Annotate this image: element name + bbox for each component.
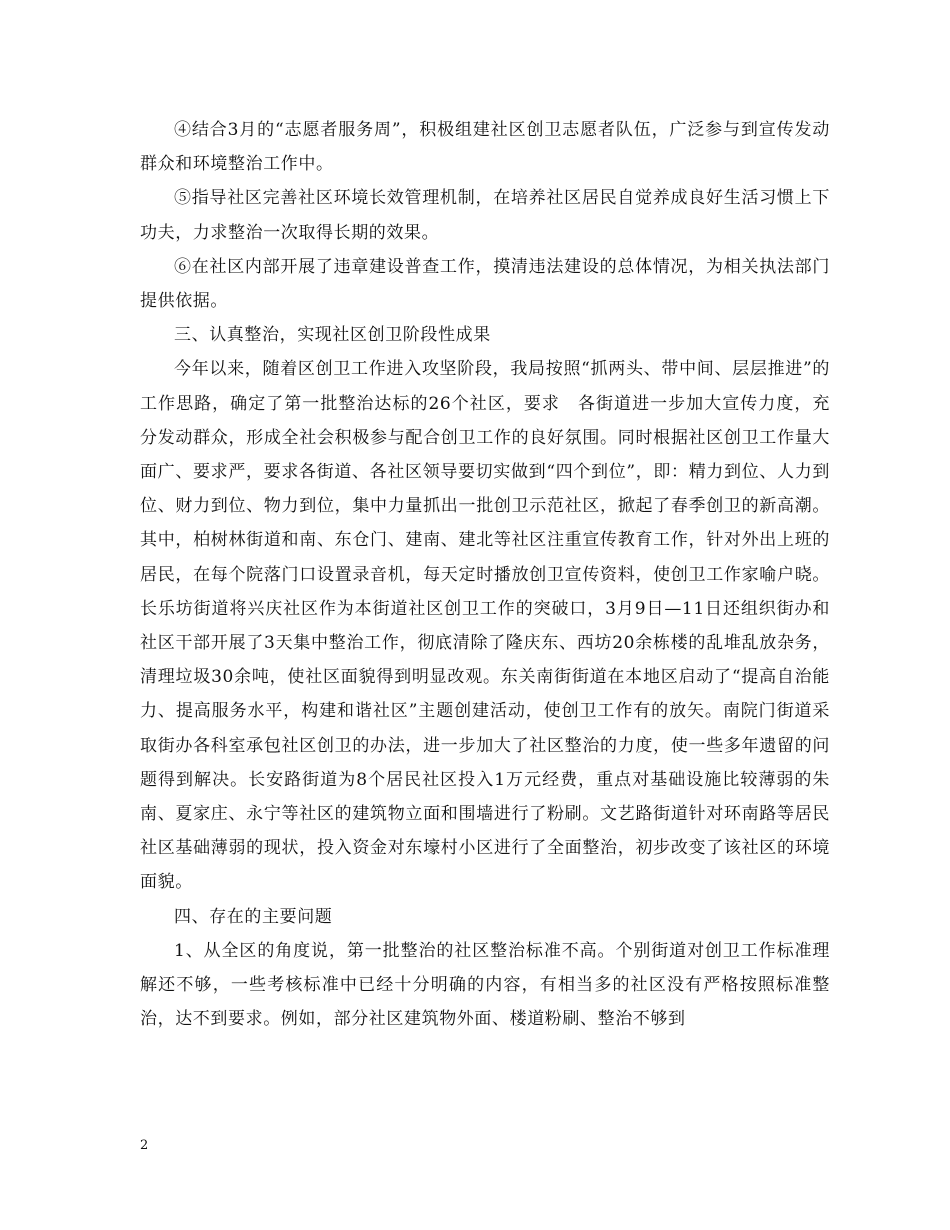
document-body xyxy=(140,113,830,1036)
paragraph-management-mechanism: ⑤指导社区完善社区环境长效管理机制，在培养社区居民自觉养成良好生活习惯上下功夫，力求整治一次取得长期的效果。 xyxy=(140,188,830,243)
page-number: 2 xyxy=(140,1138,149,1153)
paragraph-rectification-results: 今年以来，随着区创卫工作进入攻坚阶段，我局按照“抓两头、带中间、层层推进”的工作思路，确定了第一批整治达标的26个社区，要求 各街道进一步加大宣传力度，充分发动群众，形成全社会积极参与配合创卫工作的良好氛围。同时根据社区创卫工作量大面广、要求严，要求各街道、各社区领导要切实做到“四个到位”，即：精力到位、人力到位、财力到位、物力到位，集中力量抓出一批创卫示范社区，掀起了春季创卫的新高潮。其中，柏树林街道和南、东仓门、建南、建北等社区注重宣传教育工作，针对外出上班的居民，在每个院落门口设置录音机，每天定时播放创卫宣传资料，使创卫工作家喻户晓。长乐坊街道将兴庆社区作为本街道社区创卫工作的突破口，3月9日—11日还组织街办和社区干部开展了3天集中整治工作，彻底清除了隆庆东、西坊20余栋楼的乱堆乱放杂务，清理垃圾30余吨，使社区面貌得到明显改观。东关南街街道在本地区启动了“提高自治能力、提高服务水平，构建和谐社区”主题创建活动，使创卫工作有的放矢。南院门街道采取街办各科室承包社区创卫的办法，进一步加大了社区整治的力度，使一些多年遗留的问题得到解决。长安路街道为8个居民社区投入1万元经费，重点对基础设施比较薄弱的朱南、夏家庄、永宁等社区的建筑物立面和围墙进行了粉刷。文艺路街道针对环南路等居民社区基础薄弱的现状，投入资金对东壕村小区进行了全面整治，初步改变了该社区的环境面貌。 xyxy=(140,359,830,893)
paragraph-volunteer-week: ④结合3月的“志愿者服务周”，积极组建社区创卫志愿者队伍，广泛参与到宣传发动群众和环境整治工作中。 xyxy=(140,120,830,175)
paragraph-illegal-construction-survey: ⑥在社区内部开展了违章建设普查工作，摸清违法建设的总体情况，为相关执法部门提供依据。 xyxy=(140,256,830,312)
section-heading-four: 四、存在的主要问题 xyxy=(174,906,333,927)
paragraph-main-problems: 1、从全区的角度说，第一批整治的社区整治标准不高。个别街道对创卫工作标准理解还不够，一些考核标准中已经十分明确的内容，有相当多的社区没有严格按照标准整治，达不到要求。例如，部分社区建筑物外面、楼道粉刷、整治不够到 xyxy=(140,940,830,1030)
section-heading-three: 三、认真整治，实现社区创卫阶段性成果 xyxy=(174,325,491,346)
